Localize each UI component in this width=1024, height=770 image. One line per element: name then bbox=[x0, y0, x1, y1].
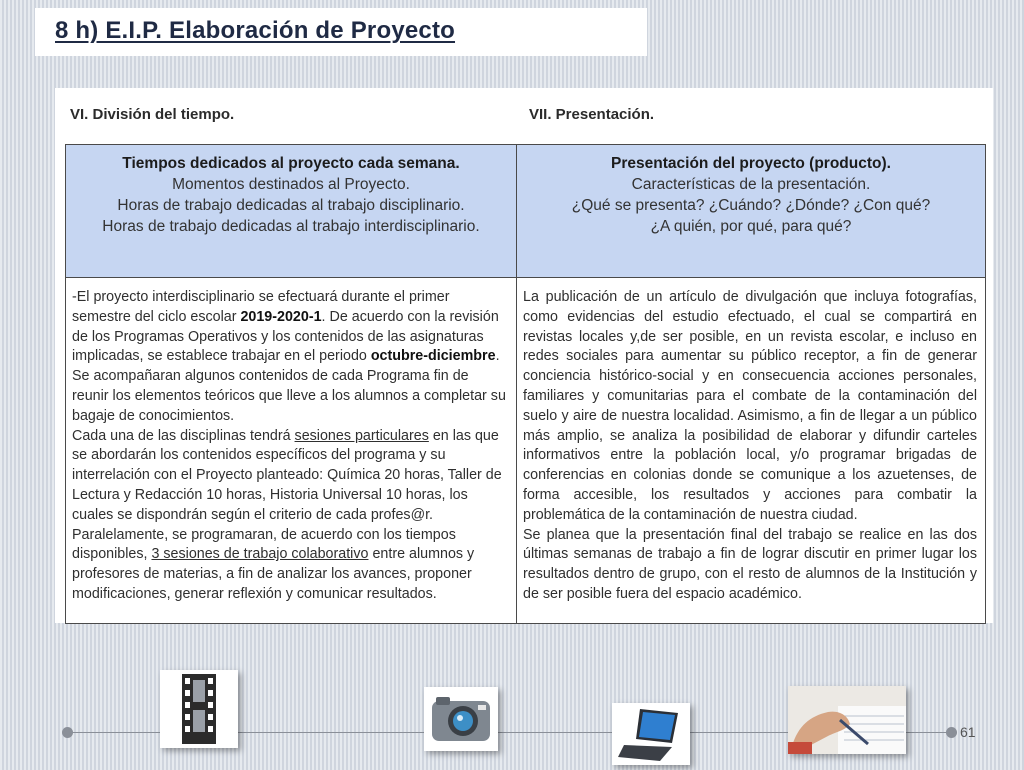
time-paragraph-2 bbox=[72, 427, 508, 526]
page-number: 61 bbox=[960, 724, 976, 740]
time-paragraph-1 bbox=[72, 288, 508, 427]
header-cell-presentation bbox=[517, 145, 986, 278]
writing-hand-photo bbox=[788, 686, 906, 754]
header-line: Horas de trabajo dedicadas al trabajo interdisciplinario. bbox=[102, 218, 480, 235]
school-cycle: 2019-2020-1 bbox=[240, 308, 322, 325]
title-box bbox=[35, 8, 647, 56]
text-run: . De acuerdo con la revisión de los Programas Operativos y los contenidos de las asignaturas implicadas, se establece trabajar en el periodo bbox=[72, 308, 499, 365]
presentation-paragraph-1: La publicación de un artículo de divulgación que incluya fotografías, como evidencias del estudio efectuado, el cual se compartirá en revistas locales y,de ser posible, en un revista escolar, e incluso en redes sociales para aumentar su público receptor, a fin de generar conciencia histórico-social y en consecuencia acciones personales, familiares y comunitarias para el combate de la contaminación del suelo y aire de nuestra localidad. Asimismo, a fin de llegar a un público más amplio, se analiza la posibilidad de elaborar y difundir carteles informativos entre la población local, y/o programar brigadas de conferencias en colonias donde se comunique a los azuetenses, de forma accesible, los resultados y acciones para combatir la problemática de la contaminación de nuestra ciudad. bbox=[523, 289, 977, 523]
header-line: Momentos destinados al Proyecto. bbox=[172, 176, 410, 193]
project-sheet bbox=[55, 88, 993, 623]
header-line: Características de la presentación. bbox=[631, 176, 871, 193]
text-run: -El proyecto interdisciplinario se efectuará durante el primer semestre del ciclo escolar bbox=[72, 289, 450, 325]
laptop-icon[interactable] bbox=[612, 703, 690, 765]
period-range: octubre-diciembre bbox=[370, 348, 496, 365]
footer-dot-right bbox=[946, 727, 957, 738]
table-body-row bbox=[66, 278, 986, 624]
time-paragraph-3 bbox=[72, 526, 508, 605]
section-label-presentation: VII. Presentación. bbox=[529, 106, 655, 123]
body-cell-time bbox=[66, 278, 517, 624]
underlined-sessions: sesiones particulares bbox=[294, 427, 429, 444]
presentation-paragraph-2: Se planea que la presentación final del trabajo se realice en las dos últimas semanas de trabajo a fin de lograr discutir en primer lugar los resultados dentro de grupo, con el resto de alumnos de la Institución y de ser posible fuera del espacio académico. bbox=[523, 526, 977, 602]
text-run: entre alumnos y profesores de materias, a fin de analizar los avances, proponer modificaciones, generar reflexión y comunicar resultados. bbox=[72, 546, 475, 602]
body-cell-presentation bbox=[517, 278, 986, 624]
header-cell-time bbox=[66, 145, 517, 278]
text-run: Cada una de las disciplinas tendrá bbox=[72, 427, 295, 444]
header-line: Horas de trabajo dedicadas al trabajo disciplinario. bbox=[117, 197, 465, 214]
camera-icon[interactable] bbox=[424, 687, 498, 751]
text-run: Paralelamente, se programaran, de acuerdo con los tiempos disponibles, bbox=[72, 526, 456, 563]
table-header-row bbox=[66, 145, 986, 278]
section-label-time: VI. División del tiempo. bbox=[70, 106, 235, 123]
header-heading-presentation: Presentación del proyecto (producto). bbox=[611, 155, 891, 172]
slide-title: 8 h) E.I.P. Elaboración de Proyecto bbox=[55, 17, 456, 44]
header-heading-time: Tiempos dedicados al proyecto cada semana. bbox=[122, 155, 460, 172]
film-strip-icon[interactable] bbox=[160, 670, 238, 748]
project-table bbox=[65, 144, 986, 624]
text-run: en las que se abordarán los contenidos específicos del programa y su interrelación con el Proyecto planteado: Química 20 horas, Taller de Lectura y Redacción 10 horas, Historia Universal 10 horas, los cuales se dispondrán según el criterio de cada profes@r. bbox=[72, 427, 502, 523]
text-run: . Se acompañaran algunos contenidos de cada Programa fin de reunir los elementos teóricos que lleve a los alumnos a completar su bagaje de conocimientos. bbox=[72, 348, 506, 424]
header-line: ¿A quién, por qué, para qué? bbox=[650, 218, 852, 235]
header-line: ¿Qué se presenta? ¿Cuándo? ¿Dónde? ¿Con qué? bbox=[571, 197, 931, 214]
footer-dot-left bbox=[62, 727, 73, 738]
underlined-collab-sessions: 3 sesiones de trabajo colaborativo bbox=[151, 546, 369, 563]
